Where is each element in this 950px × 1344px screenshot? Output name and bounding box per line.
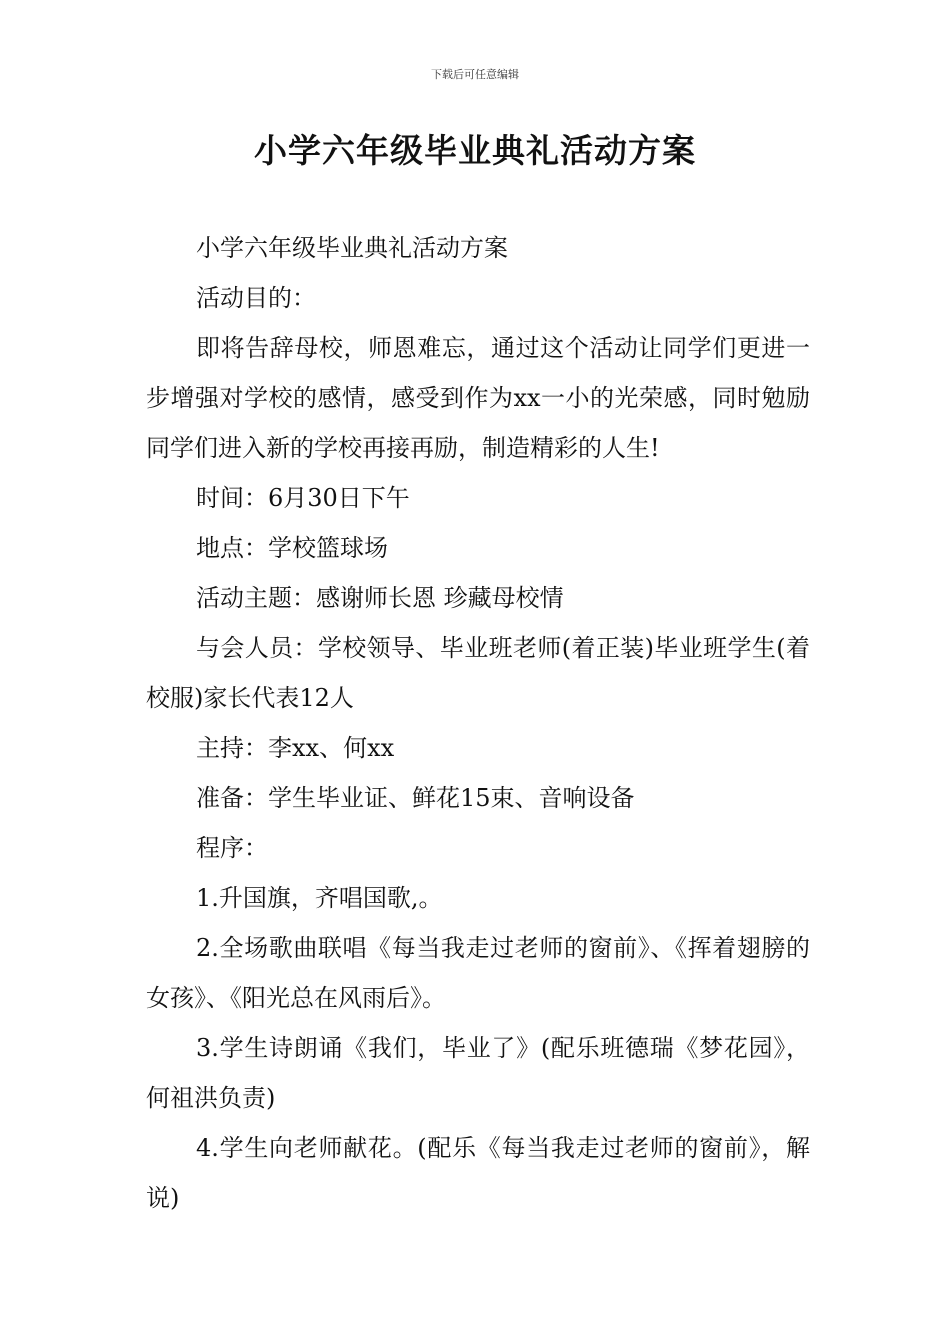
paragraph-step-4: 4.学生向老师献花。(配乐《每当我走过老师的窗前》，解说): [146, 1134, 810, 1212]
document-body: [146, 223, 810, 1223]
paragraph-step-3: 3.学生诗朗诵《我们，毕业了》(配乐班德瑞《梦花园》，何祖洪负责): [146, 1034, 810, 1112]
paragraph-step-1: 1.升国旗，齐唱国歌,。: [196, 884, 443, 912]
paragraph-preparation: 准备：学生毕业证、鲜花15束、音响设备: [196, 784, 635, 812]
paragraph-time: 时间：6月30日下午: [196, 484, 410, 512]
paragraph-purpose-heading: 活动目的：: [196, 284, 316, 312]
paragraph-procedure-heading: 程序：: [196, 834, 268, 862]
paragraph-step-2: 2.全场歌曲联唱《每当我走过老师的窗前》、《挥着翅膀的女孩》、《阳光总在风雨后》。: [146, 934, 810, 1012]
header-note: 下载后可任意编辑: [431, 68, 519, 81]
document-title: 小学六年级毕业典礼活动方案: [254, 131, 696, 170]
paragraph-purpose-text: 即将告辞母校，师恩难忘，通过这个活动让同学们更进一步增强对学校的感情，感受到作为xx一小的光荣感，同时勉励同学们进入新的学校再接再励，制造精彩的人生!: [146, 334, 810, 462]
paragraph-location: 地点：学校篮球场: [196, 534, 388, 562]
paragraph-attendees: 与会人员：学校领导、毕业班老师(着正装)毕业班学生(着校服)家长代表12人: [146, 634, 810, 712]
paragraph-theme: 活动主题：感谢师长恩 珍藏母校情: [196, 584, 564, 612]
paragraph-hosts: 主持：李xx、何xx: [196, 734, 395, 762]
paragraph-subtitle: 小学六年级毕业典礼活动方案: [196, 234, 508, 262]
